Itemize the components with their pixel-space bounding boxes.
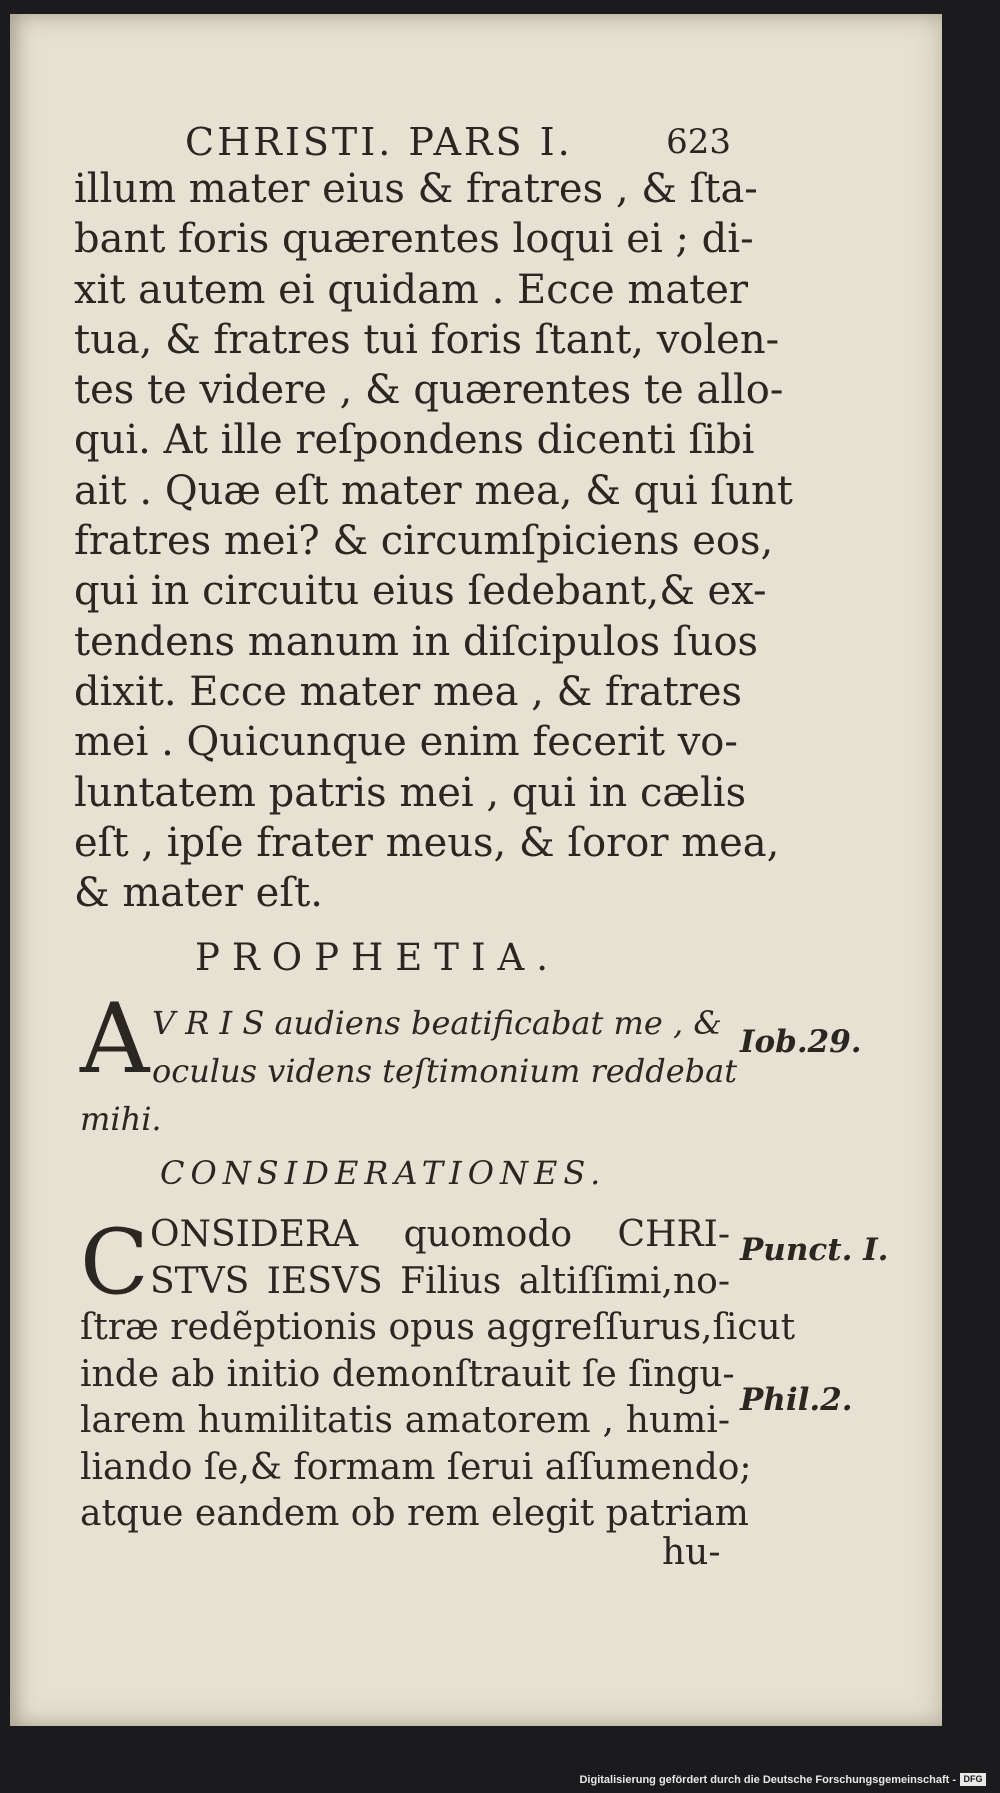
- gospel-passage: [74, 164, 793, 918]
- prophecy-line: oculus videns teſtimonium reddebat: [152, 1052, 738, 1090]
- considerations-passage: [80, 1210, 796, 1538]
- page-number: 623: [666, 122, 731, 162]
- text-line: tes te videre , & quærentes te allo-: [74, 367, 784, 414]
- running-head: [175, 120, 735, 170]
- margin-note-reference: Iob.29.: [740, 1024, 862, 1060]
- text-line: luntatem patris mei , qui in cælis: [74, 769, 747, 816]
- text-line: ait . Quæ eſt mater mea, & qui ſunt: [74, 467, 793, 514]
- drop-cap: C: [80, 1210, 149, 1315]
- text-line: atque eandem ob rem elegit patriam: [80, 1493, 749, 1534]
- prophecy-line: mihi.: [80, 1100, 162, 1138]
- dfg-logo: DFG: [960, 1773, 986, 1786]
- text-line: illum mater eius & fratres , & ſta-: [74, 166, 758, 212]
- text-line: ONSIDERA quomodo CHRI-: [150, 1214, 730, 1255]
- text-line: qui. At ille reſpondens dicenti ſibi: [74, 417, 755, 464]
- text-line: qui in circuitu eius ſedebant,& ex-: [74, 568, 767, 615]
- text-line: fratres mei? & circumſpiciens eos,: [74, 518, 774, 565]
- text-line: inde ab initio demonſtrauit ſe ſingu-: [80, 1353, 735, 1395]
- drop-cap: A: [80, 983, 150, 1095]
- book-page: [10, 14, 942, 1726]
- text-line: STVS IESVS Filius altiſſimi,no-: [150, 1260, 730, 1302]
- text-line: tua, & fratres tui foris ſtant, volen-: [74, 316, 780, 363]
- prophecy-passage: [80, 983, 738, 1143]
- prophecy-heading: PROPHETIA.: [195, 936, 561, 979]
- margin-note-reference: Phil.2.: [740, 1382, 853, 1418]
- text-line: bant foris quærentes loqui ei ; di-: [74, 216, 754, 263]
- text-line: & mater eſt.: [74, 870, 323, 917]
- prophecy-line: V R I S audiens beatificabat me , &: [152, 1004, 722, 1042]
- text-line: dixit. Ecce mater mea , & fratres: [74, 668, 743, 715]
- margin-note-reference: Punct. I.: [740, 1232, 889, 1268]
- text-line: xit autem ei quidam . Ecce mater: [74, 266, 749, 313]
- digitization-credit: Digitalisierung gefördert durch die Deutsche Forschungsgemeinschaft -: [579, 1774, 956, 1786]
- considerations-heading: CONSIDERATIONES.: [160, 1154, 607, 1192]
- text-line: liando ſe,& formam ſerui aſſumendo;: [80, 1446, 752, 1488]
- text-line: mei . Quicunque enim fecerit vo-: [74, 719, 738, 766]
- text-line: larem humilitatis amatorem , humi-: [80, 1400, 730, 1441]
- text-line: eſt , ipſe frater meus, & ſoror mea,: [74, 819, 780, 866]
- text-line: tendens manum in diſcipulos ſuos: [74, 618, 759, 665]
- running-head-title: CHRISTI. PARS I.: [185, 120, 573, 164]
- catchword: hu-: [662, 1532, 721, 1573]
- text-line: ſtræ redẽptionis opus aggreſſurus,ſicut: [80, 1307, 796, 1348]
